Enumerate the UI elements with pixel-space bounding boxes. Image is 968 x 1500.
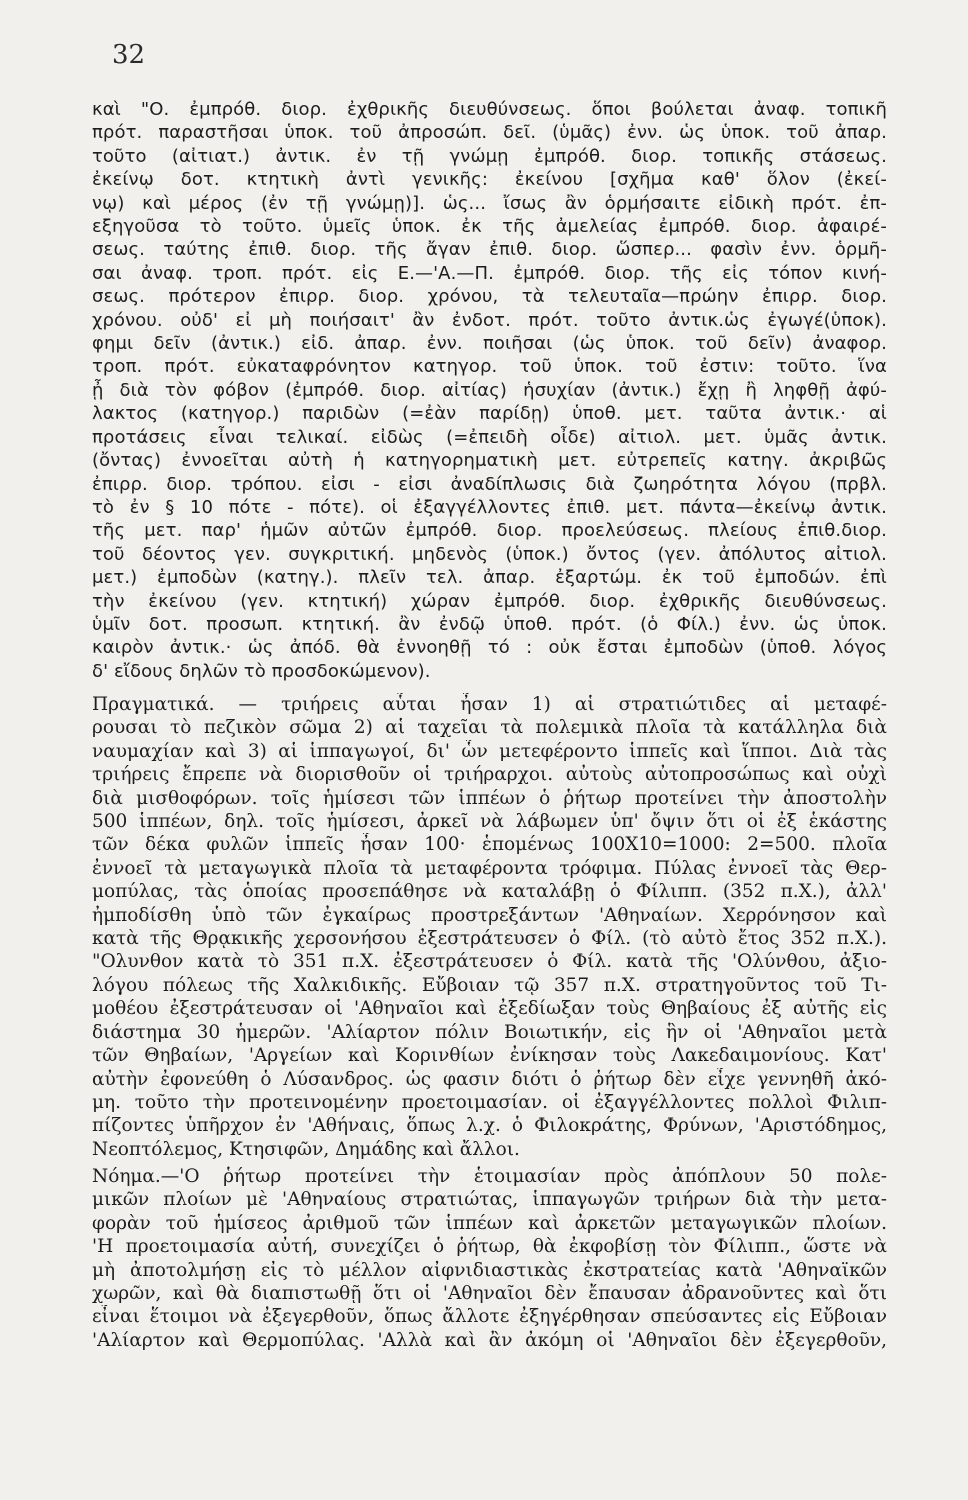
pragmatika-line: τῶν δέκα φυλῶν ἱππεῖς ἦσαν 100· ἑπομένως 100Χ10=1000: 2=500. πλοῖα [92, 834, 887, 856]
pragmatika-line: 500 ἱππέων, δηλ. τοῖς ἡμίσεσι, ἀρκεῖ νὰ λάβωμεν ὑπ' ὄψιν ὅτι οἱ ἐξ ἑκάστης [92, 811, 887, 833]
page-number: 32 [112, 40, 146, 70]
pragmatika-line: διάστημα 30 ἡμερῶν. 'Αλίαρτον πόλιν Βοιωτικήν, εἰς ἣν οἱ 'Αθηναῖοι μετὰ [92, 1021, 887, 1043]
pragmatika-line: τῶν Θηβαίων, 'Αργείων καὶ Κορινθίων ἐνίκησαν τοὺς Λακεδαιμονίους. Κατ' [92, 1045, 887, 1067]
notes-line: ᾖ διὰ τὸν φόβον (ἐμπρόθ. διορ. αἰτίας) ἡσυχίαν (ἀντικ.) ἔχῃ ἢ ληφθῇ ἀφύ- [92, 379, 887, 401]
notes-line: σαι ἀναφ. τροπ. πρότ. εἰς Ε.—'Α.—Π. ἐμπρόθ. διορ. τῆς εἰς τόπον κινή- [92, 262, 887, 284]
pragmatika-line: διὰ μισθοφόρων. τοῖς ἡμίσεσι τῶν ἱππέων ὁ ῥήτωρ προτείνει τὴν ἀποστολὴν [92, 787, 887, 809]
grammar-notes-section [92, 98, 887, 683]
pragmatika-line: ρουσαι τὸ πεζικὸν σῶμα 2) αἱ ταχεῖαι τὰ πολεμικὰ πλοῖα τὰ κατάλληλα διὰ [92, 717, 887, 739]
pragmatika-line: μη. τοῦτο τὴν προτεινομένην προετοιμασίαν. οἱ ἐξαγγέλλοντες πολλοὶ Φιλιπ- [92, 1091, 887, 1113]
notes-line: πρότ. παραστῆσαι ὑποκ. τοῦ ἀπροσώπ. δεῖ. (ὑμᾶς) ἐνν. ὡς ὑποκ. τοῦ ἀπαρ. [92, 122, 887, 144]
notes-line: εξηγοῦσα τὸ τοῦτο. ὑμεῖς ὑποκ. ἐκ τῆς ἀμελείας ἐμπρόθ. διορ. ἀφαιρέ- [92, 216, 887, 238]
notes-line: τὴν ἐκείνου (γεν. κτητική) χώραν ἐμπρόθ. διορ. ἐχθρικῆς διευθύνσεως. [92, 590, 887, 612]
pragmatika-line: τριήρεις ἔπρεπε νὰ διορισθοῦν οἱ τριήραρχοι. αὐτοὺς αὐτοπροσώπως καὶ οὐχὶ [92, 764, 887, 786]
notes-line: καὶ "Ο. ἐμπρόθ. διορ. ἐχθρικῆς διευθύνσεως. ὅποι βούλεται ἀναφ. τοπικῆ [92, 99, 887, 120]
noima-line: 'Αλίαρτον καὶ Θερμοπύλας. 'Αλλὰ καὶ ἂν ἀκόμη οἱ 'Αθηναῖοι δὲν ἐξεγερθοῦν, [92, 1329, 887, 1351]
pragmatika-line: "Ολυνθον κατὰ τὸ 351 π.Χ. ἐξεστράτευσεν ὁ Φίλ. κατὰ τῆς 'Ολύνθου, ἀξιο- [92, 951, 887, 973]
notes-line: λακτος (κατηγορ.) παριδὼν (=ἐὰν παρίδῃ) ὑποθ. μετ. ταῦτα ἀντικ.· αἱ [92, 403, 887, 425]
notes-line: τοῦτο (αἰτιατ.) ἀντικ. ἐν τῇ γνώμῃ ἐμπρόθ. διορ. τοπικῆς στάσεως. [92, 145, 887, 167]
notes-line: ὑμῖν δοτ. προσωπ. κτητική. ἂν ἐνδῷ ὑποθ. πρότ. (ὁ Φίλ.) ἐνν. ὡς ὑποκ. [92, 613, 887, 635]
pragmatika-line: ναυμαχίαν καὶ 3) αἱ ἱππαγωγοί, δι' ὧν μετεφέροντο ἱππεῖς καὶ ἵπποι. Διὰ τὰς [92, 740, 887, 762]
notes-line: σεως. ταύτης ἐπιθ. διορ. τῆς ἄγαν ἐπιθ. διορ. ὥσπερ... φασὶν ἐνν. ὁρμῆ- [92, 239, 887, 261]
notes-line: φημι δεῖν (ἀντικ.) εἰδ. ἀπαρ. ἐνν. ποιῆσαι (ὡς ὑποκ. τοῦ δεῖν) ἀναφορ. [92, 333, 887, 355]
noima-line: χωρῶν, καὶ θὰ διαπιστωθῇ ὅτι οἱ 'Αθηναῖοι δὲν ἔπαυσαν ἀδρανοῦντες καὶ ὅτι [92, 1283, 887, 1305]
pragmatika-line: ἠμποδίσθη ὑπὸ τῶν ἐγκαίρως προστρεξάντων 'Αθηναίων. Χερρόνησον καὶ [92, 904, 887, 926]
notes-line: (ὄντας) ἐννοεῖται αὐτὴ ἡ κατηγορηματικὴ μετ. εὐτρεπεῖς κατηγ. ἀκριβῶς [92, 450, 887, 472]
notes-line: νῳ) καὶ μέρος (ἐν τῇ γνώμῃ)]. ὡς... ἴσως ἂν ὁρμήσαιτε εἰδικὴ πρότ. ἐπ- [92, 192, 887, 214]
pragmatika-line: ἐννοεῖ τὰ μεταγωγικὰ πλοῖα τὰ μεταφέροντα τρόφιμα. Πύλας ἐννοεῖ τὰς Θερ- [92, 857, 887, 879]
notes-line: σεως. πρότερον ἐπιρρ. διορ. χρόνου, τὰ τελευταῖα—πρώην ἐπιρρ. διορ. [92, 286, 887, 308]
pragmatika-line: αὐτὴν ἐφονεύθη ὁ Λύσανδρος. ὡς φασιν διότι ὁ ῥήτωρ δὲν εἶχε γεννηθῆ ἀκό- [92, 1068, 887, 1090]
pragmatika-line: πίζοντες ὑπῆρχον ἐν 'Αθήναις, ὅπως λ.χ. ὁ Φιλοκράτης, Φρύνων, 'Αριστόδημος, [92, 1115, 887, 1137]
noima-section [92, 1165, 887, 1352]
notes-line: τοῦ δέοντος γεν. συγκριτική. μηδενὸς (ὑποκ.) ὄντος (γεν. ἀπόλυτος αἰτιολ. [92, 543, 887, 565]
notes-line: δ' εἴδους δηλῶν τὸ προσδοκώμενον). [92, 660, 431, 682]
pragmatika-line: κατὰ τῆς Θρᾳκικῆς χερσονήσου ἐξεστράτευσεν ὁ Φίλ. (τὸ αὐτὸ ἔτος 352 π.Χ.). [92, 928, 887, 950]
notes-line: τὸ ἐν § 10 πότε - πότε). οἱ ἐξαγγέλλοντες ἐπιθ. μετ. πάντα—ἐκείνῳ ἀντικ. [92, 496, 887, 518]
pragmatika-line: Πραγματικά. — τριήρεις αὗται ἦσαν 1) αἱ στρατιώτιδες αἱ μεταφέ- [92, 694, 887, 715]
pragmatika-section [92, 693, 887, 1161]
notes-line: τροπ. πρότ. εὐκαταφρόνητον κατηγορ. τοῦ ὑποκ. τοῦ ἐστιν: τοῦτο. ἵνα [92, 356, 887, 378]
noima-line: μὴ ἀποτολμήσῃ εἰς τὸ μέλλον αἰφνιδιαστικὰς ἐκστρατείας κατὰ 'Αθηναϊκῶν [92, 1259, 887, 1281]
notes-line: καιρὸν ἀντικ.· ὡς ἀπόδ. θὰ ἐννοηθῇ τό : οὐκ ἔσται ἐμποδὼν (ὑποθ. λόγος [92, 637, 887, 659]
pragmatika-line: Νεοπτόλεμος, Κτησιφῶν, Δημάδης καὶ ἄλλοι. [92, 1138, 520, 1160]
pragmatika-line: μοπύλας, τὰς ὁποίας προσεπάθησε νὰ καταλάβῃ ὁ Φίλιππ. (352 π.Χ.), ἀλλ' [92, 881, 887, 903]
noima-line: μικῶν πλοίων μὲ 'Αθηναίους στρατιώτας, ἱππαγωγῶν τριήρων διὰ τὴν μετα- [92, 1189, 887, 1211]
pragmatika-line: λόγου πόλεως τῆς Χαλκιδικῆς. Εὔβοιαν τῷ 357 π.Χ. στρατηγοῦντος τοῦ Τι- [92, 974, 887, 996]
pragmatika-line: μοθέου ἐξεστράτευσαν οἱ 'Αθηναῖοι καὶ ἐξεδίωξαν τοὺς Θηβαίους ἐξ αὐτῆς εἰς [92, 998, 887, 1020]
notes-line: προτάσεις εἶναι τελικαί. εἰδὼς (=ἐπειδὴ οἶδε) αἰτιολ. μετ. ὑμᾶς ἀντικ. [92, 426, 887, 448]
noima-line: Νόημα.—'Ο ῥήτωρ προτείνει τὴν ἑτοιμασίαν πρὸς ἀπόπλουν 50 πολε- [92, 1166, 887, 1187]
noima-line: 'Η προετοιμασία αὐτή, συνεχίζει ὁ ῥήτωρ, θὰ ἐκφοβίσῃ τὸν Φίλιππ., ὥστε νὰ [92, 1236, 887, 1258]
noima-line: φορὰν τοῦ ἡμίσεος ἀριθμοῦ τῶν ἱππέων καὶ ἀρκετῶν μεταγωγικῶν πλοίων. [92, 1212, 887, 1234]
notes-line: ἐπιρρ. διορ. τρόπου. εἰσι - εἰσι ἀναδίπλωσις διὰ ζωηρότητα λόγου (πρβλ. [92, 473, 887, 495]
notes-line: μετ.) ἐμποδὼν (κατηγ.). πλεῖν τελ. ἀπαρ. ἐξαρτώμ. ἐκ τοῦ ἐμποδών. ἐπὶ [92, 567, 887, 589]
notes-line: ἐκείνῳ δοτ. κτητικὴ ἀντὶ γενικῆς: ἐκείνου [σχῆμα καθ' ὅλον (ἐκεί- [92, 169, 887, 191]
notes-line: χρόνου. οὐδ' εἰ μὴ ποιήσαιτ' ἂν ἐνδοτ. πρότ. τοῦτο ἀντικ.ὡς ἐγωγέ(ὑποκ). [92, 309, 887, 331]
noima-line: εἶναι ἕτοιμοι νὰ ἐξεγερθοῦν, ὅπως ἄλλοτε ἐξηγέρθησαν σπεύσαντες εἰς Εὔβοιαν [92, 1306, 887, 1328]
notes-line: τῆς μετ. παρ' ἡμῶν αὐτῶν ἐμπρόθ. διορ. προελεύσεως. πλείους ἐπιθ.διορ. [92, 520, 887, 542]
